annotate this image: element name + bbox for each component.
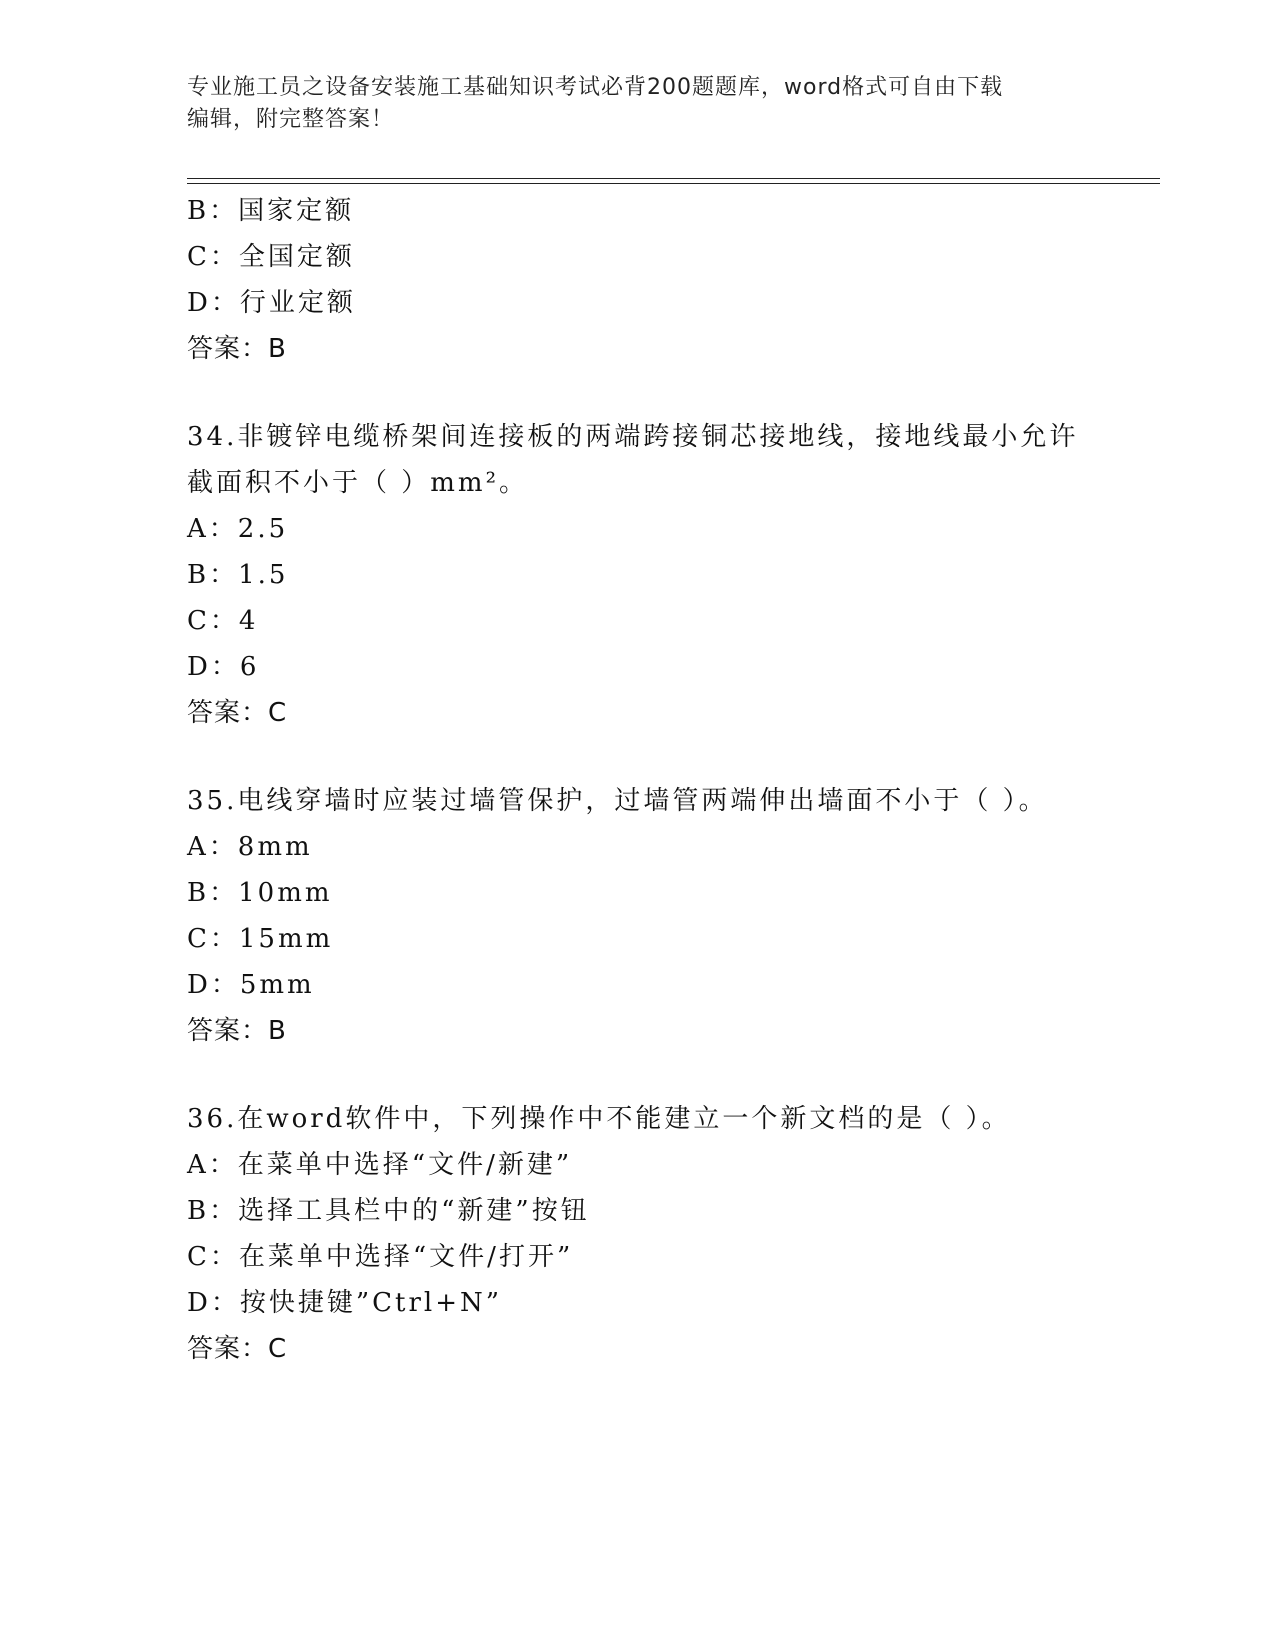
- header-title-line-2: 编辑，附完整答案！: [187, 107, 395, 132]
- spacer: [187, 1054, 1127, 1096]
- q34-stem-line-1: 34.非镀锌电缆桥架间连接板的两端跨接铜芯接地线，接地线最小允许: [187, 422, 1079, 452]
- spacer: [187, 372, 1127, 414]
- question-33-block: [187, 188, 1127, 372]
- q35-answer: 答案：B: [187, 1016, 287, 1046]
- q35-option-b: B：10mm: [187, 878, 333, 908]
- q34-option-a: A：2.5: [187, 514, 289, 544]
- q34-stem-line-2: 截面积不小于（ ）mm²。: [187, 468, 528, 498]
- q34-option-c: C：4: [187, 606, 259, 636]
- question-36-block: [187, 1096, 1127, 1372]
- q36-option-b: B：选择工具栏中的“新建”按钮: [187, 1196, 590, 1226]
- q35-option-a: A：8mm: [187, 832, 313, 862]
- question-34-block: [187, 414, 1127, 736]
- q36-option-a: A：在菜单中选择“文件/新建”: [187, 1150, 573, 1180]
- header-title-line-1: 专业施工员之设备安装施工基础知识考试必背200题题库，word格式可自由下载: [187, 75, 1004, 100]
- q35-stem: 35.电线穿墙时应装过墙管保护，过墙管两端伸出墙面不小于（ ）。: [187, 786, 1048, 816]
- q34-option-d: D：6: [187, 652, 260, 682]
- q36-stem: 36.在word软件中，下列操作中不能建立一个新文档的是（ ）。: [187, 1104, 1011, 1134]
- q36-option-d: D：按快捷键”Ctrl+N”: [187, 1288, 503, 1318]
- q35-option-c: C：15mm: [187, 924, 334, 954]
- q36-answer: 答案：C: [187, 1334, 288, 1364]
- header-divider-top: [187, 178, 1160, 179]
- q33-option-c: C：全国定额: [187, 242, 355, 272]
- q33-option-d: D：行业定额: [187, 288, 356, 318]
- question-35-block: [187, 778, 1127, 1054]
- q33-answer: 答案：B: [187, 334, 287, 364]
- q36-option-c: C：在菜单中选择“文件/打开”: [187, 1242, 574, 1272]
- spacer: [187, 736, 1127, 778]
- q35-option-d: D：5mm: [187, 970, 315, 1000]
- q33-option-b: B：国家定额: [187, 196, 355, 226]
- q34-answer: 答案：C: [187, 698, 288, 728]
- question-list: [187, 188, 1127, 1372]
- page-header: [187, 72, 1087, 136]
- q34-option-b: B：1.5: [187, 560, 289, 590]
- header-divider-bottom: [187, 183, 1160, 184]
